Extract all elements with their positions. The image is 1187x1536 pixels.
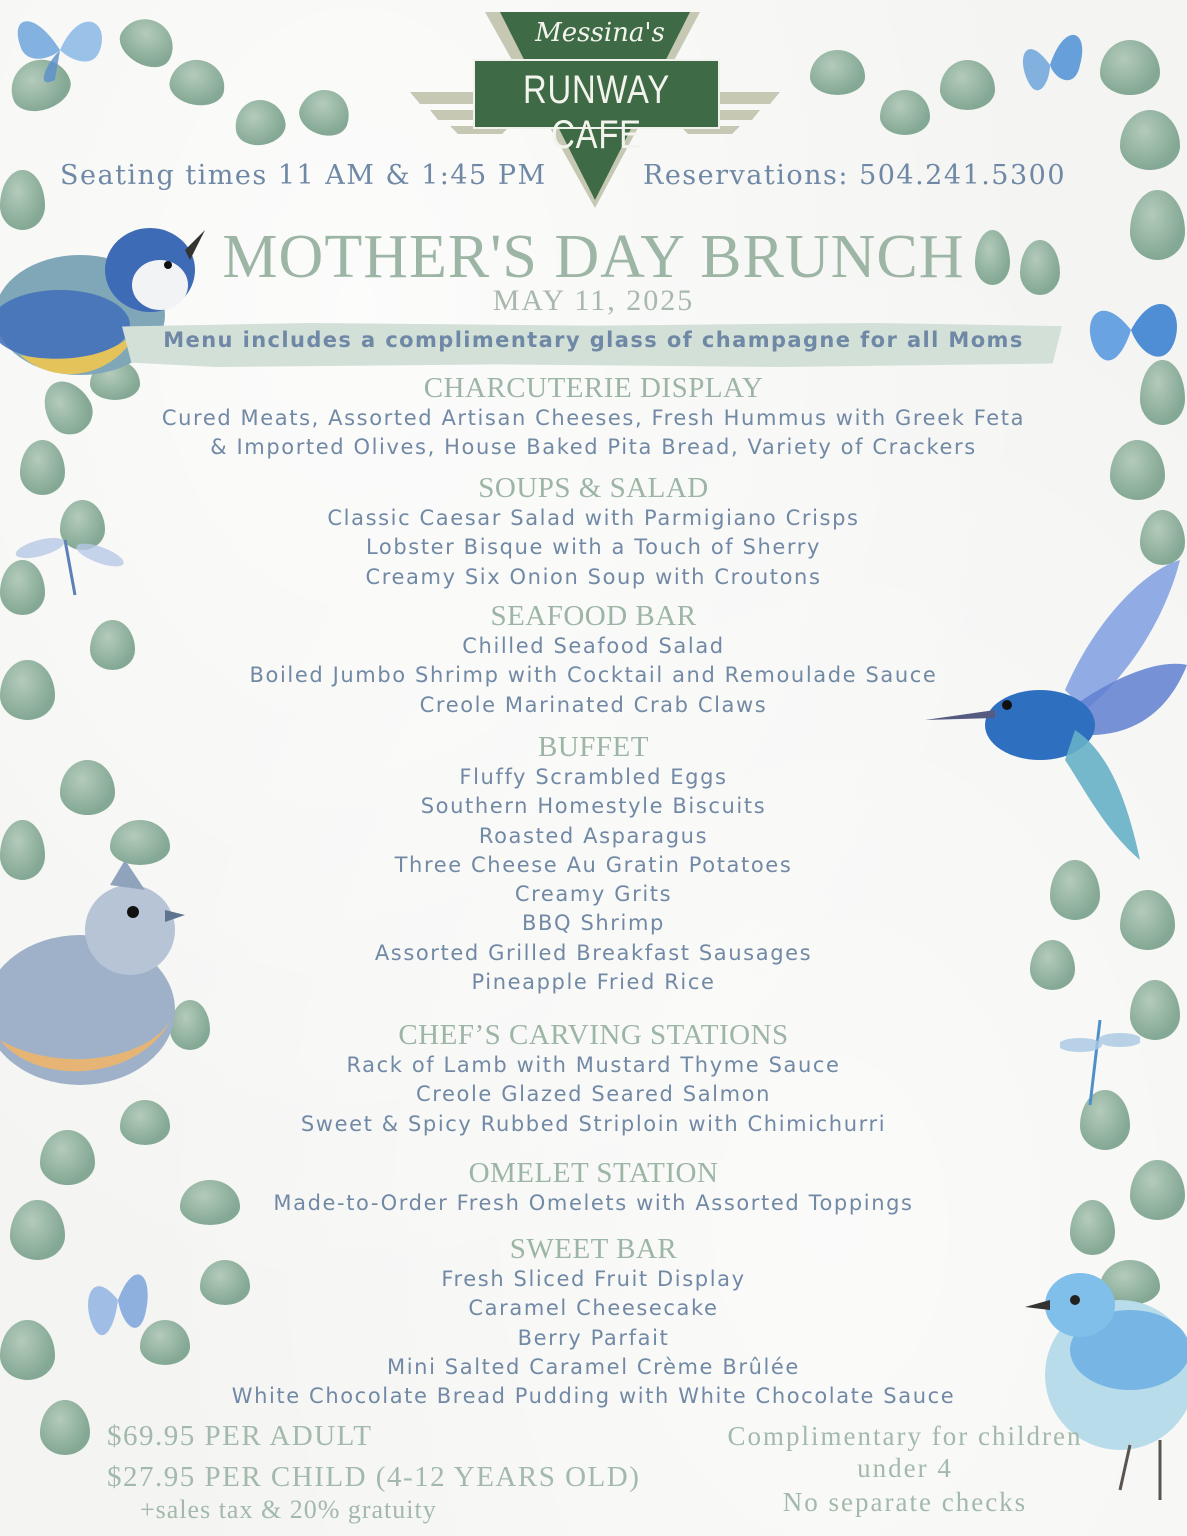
section-title: CHEF’S CARVING STATIONS xyxy=(398,1019,789,1051)
menu-section-buffet xyxy=(0,731,1187,997)
eucalyptus-leaf-icon xyxy=(231,96,288,149)
menu-item: Creole Glazed Seared Salmon xyxy=(415,1082,772,1107)
logo-script: Messina's xyxy=(535,18,665,48)
champagne-banner: Menu includes a complimentary glass of champagne for all Moms xyxy=(163,328,1024,352)
tax-gratuity-note: +sales tax & 20% gratuity xyxy=(140,1495,437,1524)
eucalyptus-leaf-icon xyxy=(1120,110,1180,170)
butterfly-icon xyxy=(5,5,115,95)
menu-item: Fluffy Scrambled Eggs xyxy=(459,765,728,789)
section-title: SEAFOOD BAR xyxy=(490,600,697,632)
menu-item: Pineapple Fried Rice xyxy=(471,970,716,995)
section-title: CHARCUTERIE DISPLAY xyxy=(423,372,764,404)
menu-item: BBQ Shrimp xyxy=(522,911,665,936)
adult-price: $69.95 PER ADULT xyxy=(107,1420,373,1452)
eucalyptus-leaf-icon xyxy=(880,90,930,135)
menu-item: Berry Parfait xyxy=(517,1325,670,1350)
menu-item: Creamy Six Onion Soup with Croutons xyxy=(365,564,822,589)
butterfly-icon xyxy=(1005,10,1095,120)
eucalyptus-leaf-icon xyxy=(294,83,356,142)
menu-item: White Chocolate Bread Pudding with White Chocolate Sauce xyxy=(231,1384,956,1409)
menu-item: Sweet & Spicy Rubbed Striploin with Chimichurri xyxy=(300,1111,887,1136)
eucalyptus-leaf-icon xyxy=(810,50,865,95)
eucalyptus-leaf-icon xyxy=(940,60,995,110)
reservations-phone[interactable]: Reservations: 504.241.5300 xyxy=(643,160,1067,191)
menu-item: Creole Marinated Crab Claws xyxy=(419,692,768,717)
children-note-age: under 4 xyxy=(857,1453,953,1483)
seating-times: Seating times 11 AM & 1:45 PM xyxy=(60,160,547,191)
logo-name: RUNWAY CAFE xyxy=(522,68,671,157)
section-title: SOUPS & SALAD xyxy=(478,472,709,504)
menu-section-carving-stations xyxy=(0,1019,1187,1139)
menu-section-seafood-bar xyxy=(0,600,1187,720)
menu-item: Made-to-Order Fresh Omelets with Assorted Toppings xyxy=(273,1191,914,1215)
checks-note: No separate checks xyxy=(782,1487,1028,1517)
menu-item: Chilled Seafood Salad xyxy=(462,634,725,658)
menu-item: Three Cheese Au Gratin Potatoes xyxy=(394,852,793,877)
menu-section-soups-salad xyxy=(0,472,1187,592)
eucalyptus-leaf-icon xyxy=(167,56,229,110)
page-title: MOTHER'S DAY BRUNCH xyxy=(222,223,965,291)
menu-item: Rack of Lamb with Mustard Thyme Sauce xyxy=(346,1053,841,1077)
menu-item: & Imported Olives, House Baked Pita Bread, Variety of Crackers xyxy=(210,435,977,460)
children-note: Complimentary for children xyxy=(727,1421,1083,1451)
menu-item: Cured Meats, Assorted Artisan Cheeses, Fresh Hummus with Greek Feta xyxy=(161,406,1026,430)
menu-item: Boiled Jumbo Shrimp with Cocktail and Remoulade Sauce xyxy=(249,663,938,688)
eucalyptus-leaf-icon xyxy=(1100,40,1160,95)
menu-item: Lobster Bisque with a Touch of Sherry xyxy=(365,535,822,560)
child-price: $27.95 PER CHILD (4-12 YEARS OLD) xyxy=(107,1461,641,1493)
section-title: SWEET BAR xyxy=(509,1233,678,1265)
section-title: BUFFET xyxy=(538,731,649,763)
menu-item: Southern Homestyle Biscuits xyxy=(420,794,767,819)
event-date: MAY 11, 2025 xyxy=(492,284,695,317)
menu-item: Roasted Asparagus xyxy=(478,823,709,848)
menu-item: Mini Salted Caramel Crème Brûlée xyxy=(387,1354,800,1379)
menu-item: Creamy Grits xyxy=(514,882,673,907)
menu-item: Fresh Sliced Fruit Display xyxy=(441,1267,746,1291)
policy-notes xyxy=(685,1420,1125,1518)
menu-item: Classic Caesar Salad with Parmigiano Crisps xyxy=(327,506,860,530)
menu-item: Assorted Grilled Breakfast Sausages xyxy=(374,940,813,965)
menu-section-omelet-station xyxy=(0,1157,1187,1218)
menu-section-charcuterie xyxy=(0,372,1187,463)
eucalyptus-leaf-icon xyxy=(112,9,182,75)
menu-item: Caramel Cheesecake xyxy=(468,1296,719,1321)
section-title: OMELET STATION xyxy=(468,1157,719,1189)
menu-section-sweet-bar xyxy=(0,1233,1187,1411)
